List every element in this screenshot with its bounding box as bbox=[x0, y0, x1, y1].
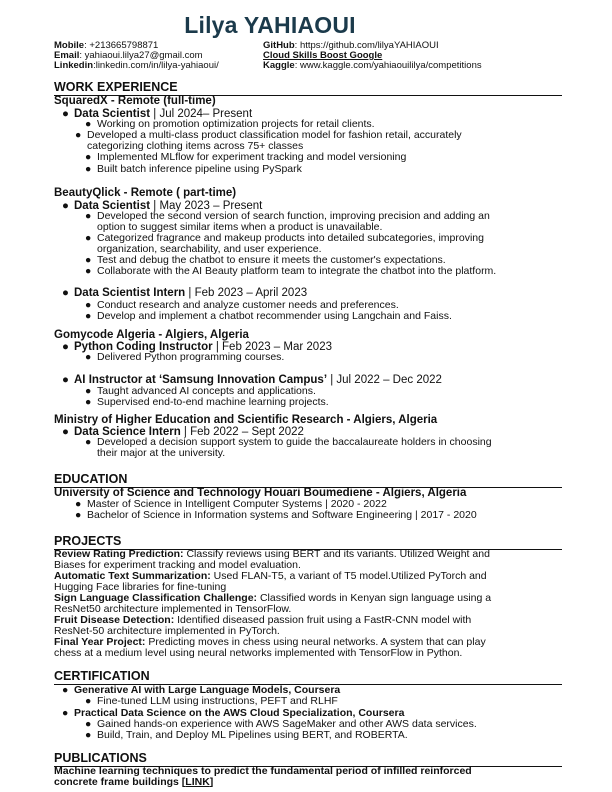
project-final-year: Final Year Project: Predicting moves in chess using neural networks. A system that can play bbox=[54, 636, 486, 648]
org-beautyqlick: BeautyQlick - Remote ( part-time) bbox=[54, 187, 237, 199]
list-item: ● Gained hands-on experience with AWS SageMaker and other AWS data services. bbox=[85, 718, 477, 730]
list-item: ● Bachelor of Science in Information systems and Software Engineering | 2017 - 2020 bbox=[75, 509, 477, 521]
publication-title-cont: concrete frame buildings [LINK] bbox=[54, 776, 214, 788]
list-item-continued: their major at the university. bbox=[97, 447, 226, 459]
section-certification: CERTIFICATION bbox=[54, 669, 150, 683]
cert-aws-data-science: ● Practical Data Science on the AWS Cloud Specialization, Coursera bbox=[62, 707, 405, 719]
list-item: ● Master of Science in Intelligent Computer Systems | 2020 - 2022 bbox=[75, 498, 387, 510]
role-data-science-intern: ● Data Science Intern | Feb 2022 – Sept 2022 bbox=[62, 426, 304, 438]
list-item-continued: organization, searchability, and user experience. bbox=[97, 243, 322, 255]
role-data-scientist-intern: ● Data Scientist Intern | Feb 2023 – April 2023 bbox=[62, 287, 308, 299]
publication-link[interactable]: LINK bbox=[185, 776, 210, 788]
list-item: ● Conduct research and analyze customer needs and preferences. bbox=[85, 299, 399, 311]
project-review-rating: Review Rating Prediction: Classify reviews using BERT and its variants. Utilized Weight and bbox=[54, 548, 490, 560]
section-work-experience: WORK EXPERIENCE bbox=[54, 80, 178, 94]
list-item: ● Categorized fragrance and makeup products into detailed subcategories, improving bbox=[85, 232, 484, 244]
cloud-skills-link[interactable]: Cloud Skills Boost Google bbox=[263, 50, 383, 61]
role-ai-instructor: ● AI Instructor at ‘Samsung Innovation Campus’ | Jul 2022 – Dec 2022 bbox=[62, 374, 442, 386]
list-item: ● Build, Train, and Deploy ML Pipelines using BERT, and ROBERTA. bbox=[85, 729, 408, 741]
list-item: ● Supervised end-to-end machine learning projects. bbox=[85, 396, 329, 408]
cert-generative-ai: ● Generative AI with Large Language Models, Coursera bbox=[62, 684, 341, 696]
list-item: ● Collaborate with the AI Beauty platform team to integrate the chatbot into the platform. bbox=[85, 265, 497, 277]
project-sign-language: Sign Language Classification Challenge: Classified words in Kenyan sign language using a bbox=[54, 592, 492, 604]
project-sign-language-cont: ResNet50 architecture implemented in TensorFlow. bbox=[54, 603, 292, 615]
list-item: ● Developed the second version of search function, improving precision and adding an bbox=[85, 210, 490, 222]
list-item: ● Test and debug the chatbot to ensure it meets the customer's expectations. bbox=[85, 254, 446, 266]
project-review-rating-cont: Biases for experiment tracking and model evaluation. bbox=[54, 559, 301, 571]
school-name: University of Science and Technology Houari Boumediene - Algiers, Algeria bbox=[54, 487, 467, 499]
project-text-summarization-cont: Hugging Face libraries for fine-tuning bbox=[54, 581, 227, 593]
list-item: ● Develop and implement a chatbot recommender using Langchain and Faiss. bbox=[85, 310, 452, 322]
list-item: ● Implemented MLflow for experiment tracking and model versioning bbox=[85, 151, 407, 163]
list-item: ● Taught advanced AI concepts and applications. bbox=[85, 385, 316, 397]
mobile-line: Mobile: +213665798871 bbox=[54, 40, 159, 51]
list-item: ● Developed a decision support system to guide the baccalaureate holders in choosing bbox=[85, 436, 492, 448]
role-python-instructor: ● Python Coding Instructor | Feb 2023 – Mar 2023 bbox=[62, 341, 332, 353]
github-link[interactable]: GitHub: https://github.com/lilyaYAHIAOUI bbox=[263, 40, 439, 51]
list-item: ● Built batch inference pipeline using PySpark bbox=[85, 163, 302, 175]
section-publications: PUBLICATIONS bbox=[54, 751, 147, 765]
list-item: ● Delivered Python programming courses. bbox=[85, 351, 285, 363]
list-item: ● Fine-tuned LLM using instructions, PEFT and RLHF bbox=[85, 695, 338, 707]
org-squaredx: SquaredX - Remote (full-time) bbox=[54, 95, 216, 107]
org-ministry: Ministry of Higher Education and Scientific Research - Algiers, Algeria bbox=[54, 414, 438, 426]
linkedin-link[interactable]: Linkedin:linkedin.com/in/lilya-yahiaoui/ bbox=[54, 60, 219, 71]
project-fruit-disease-cont: ResNet-50 architecture implemented in PyTorch. bbox=[54, 625, 280, 637]
org-gomycode: Gomycode Algeria - Algiers, Algeria bbox=[54, 329, 249, 341]
list-item-continued: option to suggest similar items when a product is unavailable. bbox=[97, 221, 383, 233]
list-item: ● Developed a multi-class product classification model for fashion retail, accurately bbox=[75, 129, 462, 141]
section-education: EDUCATION bbox=[54, 472, 128, 486]
project-final-year-cont: chess at a medium level using neural networks implemented with TensorFlow in Python. bbox=[54, 647, 463, 659]
candidate-name: Lilya YAHIAOUI bbox=[184, 12, 356, 38]
project-text-summarization: Automatic Text Summarization: Used FLAN-T5, a variant of T5 model.Utilized PyTorch and bbox=[54, 570, 487, 582]
project-fruit-disease: Fruit Disease Detection: Identified diseased passion fruit using a FastR-CNN model with bbox=[54, 614, 472, 626]
role-data-scientist-beautyqlick: ● Data Scientist | May 2023 – Present bbox=[62, 200, 263, 212]
publication-title: Machine learning techniques to predict the fundamental period of infilled reinforced bbox=[54, 765, 472, 777]
list-item-continued: categorizing clothing items across 75+ classes bbox=[87, 140, 304, 152]
section-projects: PROJECTS bbox=[54, 534, 122, 548]
list-item: ● Working on promotion optimization projects for retail clients. bbox=[85, 118, 375, 130]
role-data-scientist-squaredx: ● Data Scientist | Jul 2024– Present bbox=[62, 108, 253, 120]
kaggle-link[interactable]: Kaggle: www.kaggle.com/yahiaouililya/competitions bbox=[263, 60, 482, 71]
email-line[interactable]: Email: yahiaoui.lilya27@gmail.com bbox=[54, 50, 203, 61]
